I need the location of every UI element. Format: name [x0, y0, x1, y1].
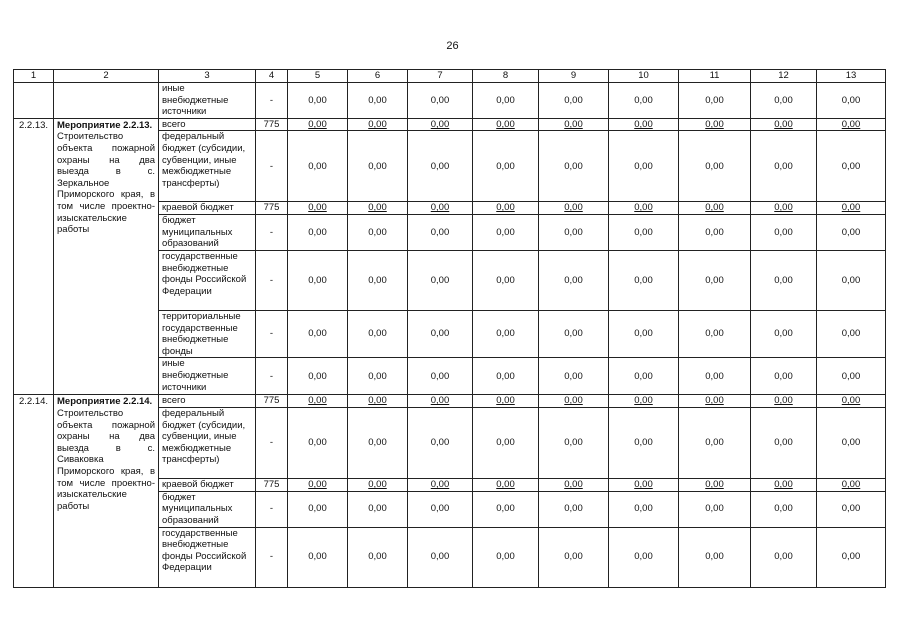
budget-code: - [256, 131, 288, 202]
amount-cell: 0,00 [609, 83, 679, 119]
column-header: 5 [288, 70, 348, 83]
amount-cell: 0,00 [679, 83, 751, 119]
amount-cell: 0,00 [751, 214, 817, 250]
amount-cell: 0,00 [348, 202, 408, 215]
amount-cell: 0,00 [408, 214, 473, 250]
amount-cell: 0,00 [539, 131, 609, 202]
amount-cell: 0,00 [751, 310, 817, 357]
amount-cell: 0,00 [473, 395, 539, 408]
amount-cell: 0,00 [473, 83, 539, 119]
column-header: 9 [539, 70, 609, 83]
amount-cell: 0,00 [751, 250, 817, 310]
amount-cell: 0,00 [408, 527, 473, 587]
funding-source: иные внебюджетные источники [159, 358, 256, 395]
column-header: 1 [14, 70, 54, 83]
amount-cell: 0,00 [348, 118, 408, 131]
column-header: 11 [679, 70, 751, 83]
amount-cell: 0,00 [609, 527, 679, 587]
amount-cell: 0,00 [288, 527, 348, 587]
funding-source: государственные внебюджетные фонды Российской Федерации [159, 527, 256, 587]
budget-code: - [256, 250, 288, 310]
activity-name-cell [54, 118, 159, 395]
funding-source: бюджет муниципальных образований [159, 214, 256, 250]
funding-source: государственные внебюджетные фонды Российской Федерации [159, 250, 256, 310]
budget-code: - [256, 527, 288, 587]
activity-title: Мероприятие 2.2.14. [57, 396, 153, 408]
amount-cell: 0,00 [348, 310, 408, 357]
amount-cell: 0,00 [288, 478, 348, 491]
amount-cell: 0,00 [473, 131, 539, 202]
amount-cell: 0,00 [288, 214, 348, 250]
amount-cell: 0,00 [539, 491, 609, 527]
amount-cell: 0,00 [539, 83, 609, 119]
amount-cell: 0,00 [408, 395, 473, 408]
column-header: 10 [609, 70, 679, 83]
budget-code: 775 [256, 478, 288, 491]
amount-cell: 0,00 [817, 491, 886, 527]
amount-cell: 0,00 [473, 118, 539, 131]
amount-cell: 0,00 [609, 358, 679, 395]
amount-cell: 0,00 [817, 395, 886, 408]
amount-cell: 0,00 [817, 202, 886, 215]
amount-cell: 0,00 [609, 407, 679, 478]
budget-code: - [256, 407, 288, 478]
amount-cell: 0,00 [473, 358, 539, 395]
column-header: 7 [408, 70, 473, 83]
amount-cell: 0,00 [609, 491, 679, 527]
amount-cell: 0,00 [751, 395, 817, 408]
amount-cell: 0,00 [288, 310, 348, 357]
amount-cell: 0,00 [348, 395, 408, 408]
amount-cell: 0,00 [751, 491, 817, 527]
column-header: 6 [348, 70, 408, 83]
activity-name-cell [54, 83, 159, 119]
column-header: 3 [159, 70, 256, 83]
amount-cell: 0,00 [751, 358, 817, 395]
table-row [14, 83, 886, 119]
activity-number: 2.2.14. [14, 395, 54, 587]
amount-cell: 0,00 [609, 118, 679, 131]
amount-cell: 0,00 [539, 118, 609, 131]
amount-cell: 0,00 [348, 214, 408, 250]
column-header: 13 [817, 70, 886, 83]
amount-cell: 0,00 [609, 478, 679, 491]
activity-title: Мероприятие 2.2.13. [57, 119, 153, 131]
amount-cell: 0,00 [817, 250, 886, 310]
budget-code: - [256, 310, 288, 357]
amount-cell: 0,00 [679, 358, 751, 395]
activity-number: 2.2.13. [14, 118, 54, 395]
amount-cell: 0,00 [609, 131, 679, 202]
header-row [14, 70, 886, 83]
column-header: 8 [473, 70, 539, 83]
amount-cell: 0,00 [817, 407, 886, 478]
amount-cell: 0,00 [288, 395, 348, 408]
activity-description: Строительство объекта пожарной охраны на два выезда в с. Зеркальное Приморского края, в том числе проектно-изыскательские работы [57, 131, 155, 236]
budget-code: 775 [256, 202, 288, 215]
amount-cell: 0,00 [539, 250, 609, 310]
amount-cell: 0,00 [408, 358, 473, 395]
activity-number-cell [14, 83, 54, 119]
amount-cell: 0,00 [348, 358, 408, 395]
amount-cell: 0,00 [348, 527, 408, 587]
amount-cell: 0,00 [288, 358, 348, 395]
amount-cell: 0,00 [288, 491, 348, 527]
amount-cell: 0,00 [473, 310, 539, 357]
amount-cell: 0,00 [288, 202, 348, 215]
amount-cell: 0,00 [751, 83, 817, 119]
budget-code: - [256, 83, 288, 119]
amount-cell: 0,00 [473, 214, 539, 250]
column-header: 2 [54, 70, 159, 83]
budget-code: 775 [256, 118, 288, 131]
amount-cell: 0,00 [817, 214, 886, 250]
amount-cell: 0,00 [408, 83, 473, 119]
amount-cell: 0,00 [348, 407, 408, 478]
funding-source: иные внебюджетные источники [159, 83, 256, 119]
amount-cell: 0,00 [751, 131, 817, 202]
amount-cell: 0,00 [679, 202, 751, 215]
amount-cell: 0,00 [348, 491, 408, 527]
column-header: 4 [256, 70, 288, 83]
page-number: 26 [446, 40, 459, 52]
amount-cell: 0,00 [679, 478, 751, 491]
amount-cell: 0,00 [408, 478, 473, 491]
amount-cell: 0,00 [609, 250, 679, 310]
budget-code: - [256, 214, 288, 250]
table-row [14, 395, 886, 408]
amount-cell: 0,00 [539, 407, 609, 478]
funding-source: краевой бюджет [159, 478, 256, 491]
amount-cell: 0,00 [751, 407, 817, 478]
amount-cell: 0,00 [539, 202, 609, 215]
amount-cell: 0,00 [473, 407, 539, 478]
amount-cell: 0,00 [751, 478, 817, 491]
funding-source: всего [159, 395, 256, 408]
amount-cell: 0,00 [679, 118, 751, 131]
amount-cell: 0,00 [679, 250, 751, 310]
amount-cell: 0,00 [609, 202, 679, 215]
amount-cell: 0,00 [539, 478, 609, 491]
amount-cell: 0,00 [817, 131, 886, 202]
funding-source: территориальные государственные внебюджетные фонды [159, 310, 256, 357]
amount-cell: 0,00 [473, 527, 539, 587]
funding-source: федеральный бюджет (субсидии, субвенции, иные межбюджетные трансферты) [159, 407, 256, 478]
amount-cell: 0,00 [408, 250, 473, 310]
amount-cell: 0,00 [817, 358, 886, 395]
amount-cell: 0,00 [408, 407, 473, 478]
amount-cell: 0,00 [348, 250, 408, 310]
amount-cell: 0,00 [609, 214, 679, 250]
amount-cell: 0,00 [473, 202, 539, 215]
amount-cell: 0,00 [539, 358, 609, 395]
budget-code: 775 [256, 395, 288, 408]
amount-cell: 0,00 [679, 407, 751, 478]
amount-cell: 0,00 [609, 310, 679, 357]
amount-cell: 0,00 [348, 478, 408, 491]
funding-source: федеральный бюджет (субсидии, субвенции, иные межбюджетные трансферты) [159, 131, 256, 202]
amount-cell: 0,00 [751, 527, 817, 587]
amount-cell: 0,00 [288, 407, 348, 478]
amount-cell: 0,00 [817, 478, 886, 491]
amount-cell: 0,00 [473, 478, 539, 491]
amount-cell: 0,00 [679, 214, 751, 250]
amount-cell: 0,00 [609, 395, 679, 408]
activity-name-cell [54, 395, 159, 587]
amount-cell: 0,00 [408, 310, 473, 357]
amount-cell: 0,00 [288, 118, 348, 131]
amount-cell: 0,00 [539, 527, 609, 587]
program-funding-table [13, 69, 886, 588]
amount-cell: 0,00 [817, 118, 886, 131]
amount-cell: 0,00 [408, 118, 473, 131]
funding-source: краевой бюджет [159, 202, 256, 215]
amount-cell: 0,00 [408, 131, 473, 202]
amount-cell: 0,00 [348, 131, 408, 202]
amount-cell: 0,00 [473, 250, 539, 310]
funding-source: всего [159, 118, 256, 131]
amount-cell: 0,00 [679, 527, 751, 587]
amount-cell: 0,00 [348, 83, 408, 119]
amount-cell: 0,00 [817, 310, 886, 357]
budget-code: - [256, 491, 288, 527]
amount-cell: 0,00 [679, 131, 751, 202]
amount-cell: 0,00 [539, 214, 609, 250]
amount-cell: 0,00 [817, 527, 886, 587]
amount-cell: 0,00 [288, 83, 348, 119]
amount-cell: 0,00 [751, 118, 817, 131]
amount-cell: 0,00 [679, 310, 751, 357]
amount-cell: 0,00 [751, 202, 817, 215]
amount-cell: 0,00 [288, 250, 348, 310]
amount-cell: 0,00 [288, 131, 348, 202]
amount-cell: 0,00 [408, 202, 473, 215]
amount-cell: 0,00 [679, 395, 751, 408]
amount-cell: 0,00 [817, 83, 886, 119]
amount-cell: 0,00 [473, 491, 539, 527]
amount-cell: 0,00 [539, 310, 609, 357]
amount-cell: 0,00 [408, 491, 473, 527]
table-row [14, 118, 886, 131]
funding-source: бюджет муниципальных образований [159, 491, 256, 527]
activity-description: Строительство объекта пожарной охраны на два выезда в с. Сиваковка Приморского края, в том числе проектно-изыскательские работы [57, 407, 155, 512]
amount-cell: 0,00 [539, 395, 609, 408]
amount-cell: 0,00 [679, 491, 751, 527]
budget-code: - [256, 358, 288, 395]
column-header: 12 [751, 70, 817, 83]
